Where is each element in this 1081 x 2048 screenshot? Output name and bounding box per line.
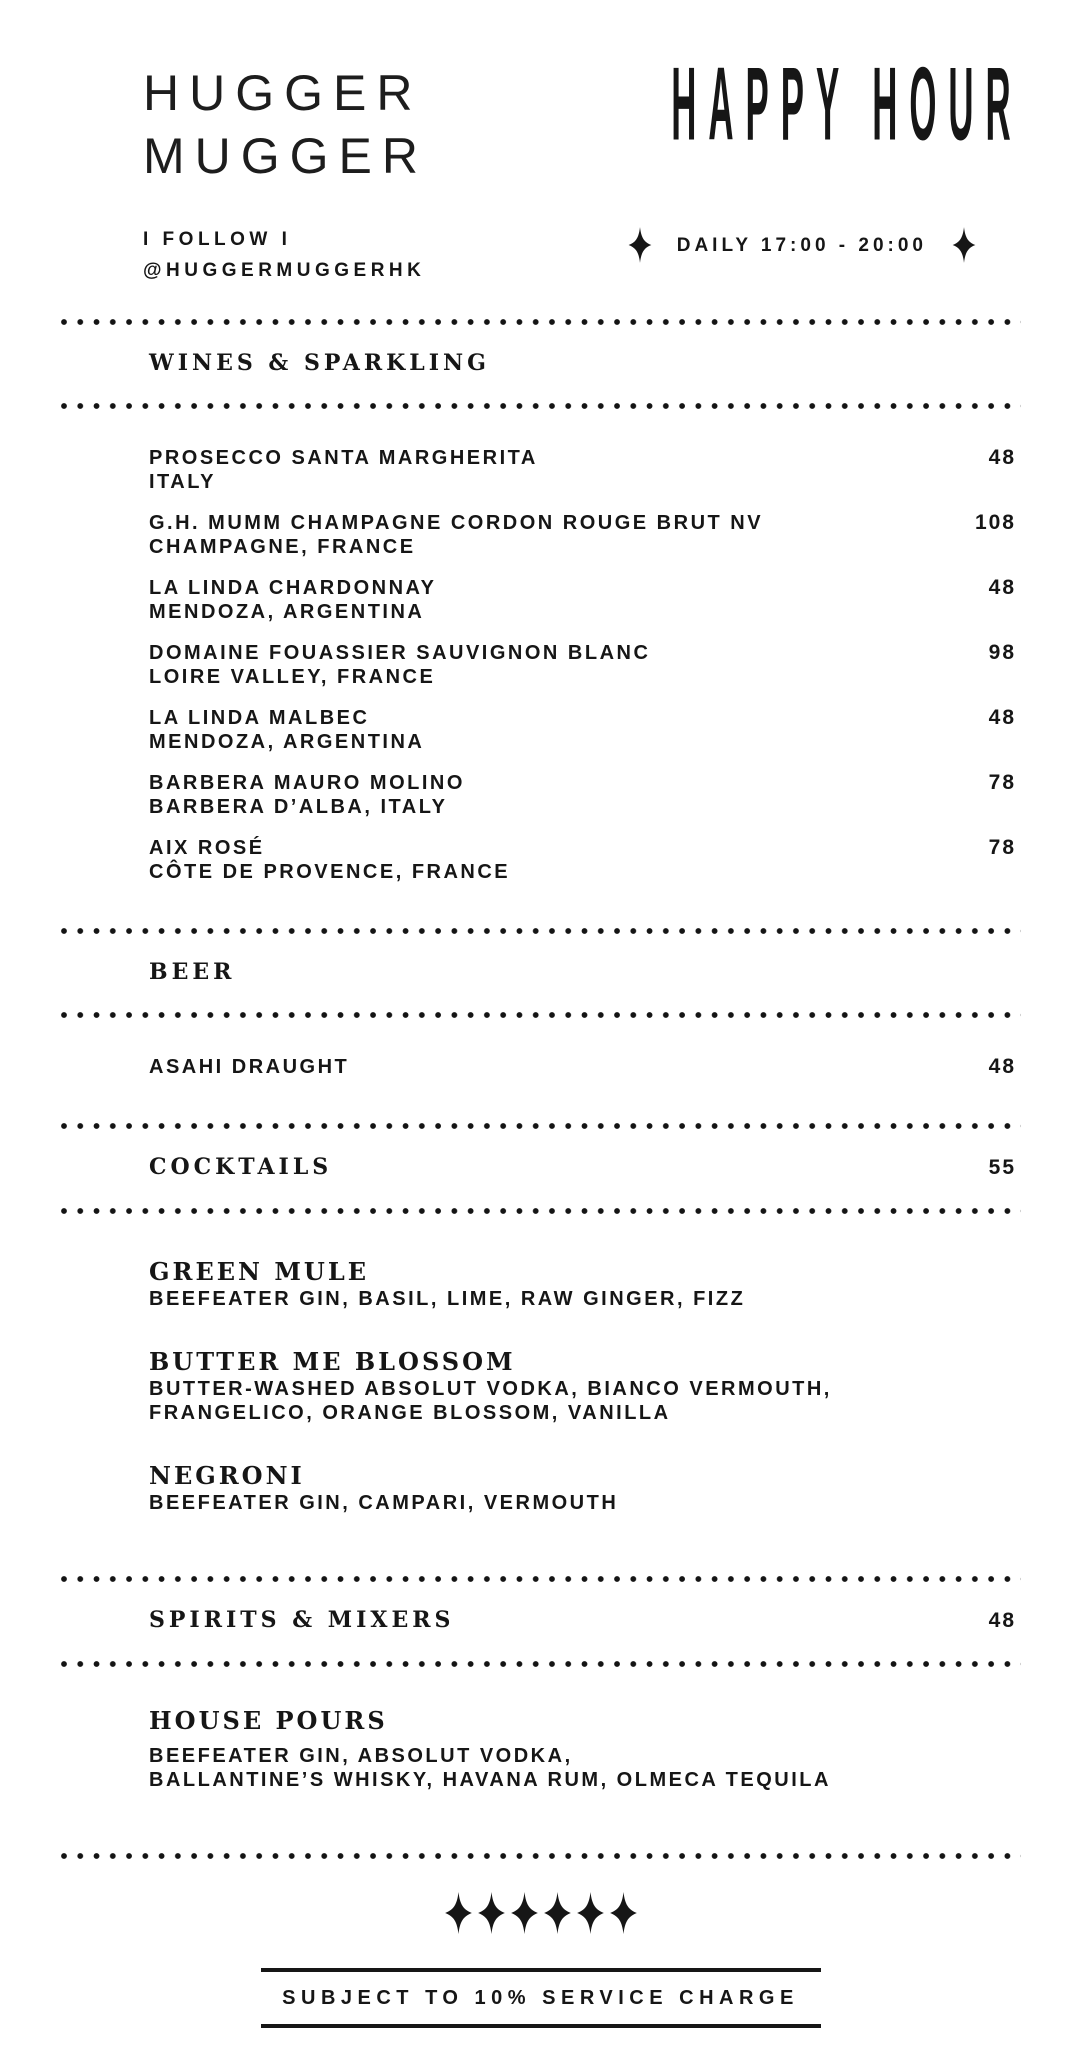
item-origin: CHAMPAGNE, FRANCE bbox=[149, 536, 416, 558]
section-header-cocktails bbox=[149, 1154, 1016, 1181]
item-price: 108 bbox=[974, 511, 1016, 534]
page-title bbox=[437, 44, 1023, 163]
menu-item bbox=[149, 706, 1016, 754]
sparkle-icon bbox=[608, 1892, 639, 1934]
item-price: 48 bbox=[988, 446, 1016, 469]
sparkle-icon bbox=[443, 1892, 474, 1934]
social-block bbox=[143, 224, 425, 286]
service-charge-text: SUBJECT TO 10% SERVICE CHARGE bbox=[282, 1987, 799, 2009]
item-price: 78 bbox=[988, 836, 1016, 859]
section-header-spirits bbox=[149, 1607, 1016, 1634]
page-title-text: HAPPY HOUR bbox=[671, 45, 1023, 163]
item-name: LA LINDA CHARDONNAY bbox=[149, 577, 437, 599]
item-name: LA LINDA MALBEC bbox=[149, 707, 370, 729]
item-description: BUTTER-WASHED ABSOLUT VODKA, BIANCO VERMOUTH, bbox=[149, 1378, 832, 1400]
dotted-divider bbox=[60, 318, 1021, 326]
menu-item bbox=[149, 641, 1016, 689]
sparkle-icon bbox=[542, 1892, 573, 1934]
brand-logo-line2: MUGGER bbox=[143, 128, 428, 184]
menu-item bbox=[149, 576, 1016, 624]
item-origin: ITALY bbox=[149, 471, 216, 493]
wine-list bbox=[0, 410, 1081, 927]
service-charge-note bbox=[261, 1968, 821, 2028]
brand-logo-line1: HUGGER bbox=[143, 65, 423, 121]
item-name: BARBERA MAURO MOLINO bbox=[149, 772, 465, 794]
sparkle-icon bbox=[575, 1892, 606, 1934]
section-price: 48 bbox=[988, 1609, 1016, 1632]
sparkle-icon bbox=[476, 1892, 507, 1934]
menu-item bbox=[149, 1347, 1016, 1425]
item-origin: BARBERA D’ALBA, ITALY bbox=[149, 796, 448, 818]
sparkle-icon bbox=[951, 226, 977, 264]
item-name: DOMAINE FOUASSIER SAUVIGNON BLANC bbox=[149, 642, 651, 664]
item-description: FRANGELICO, ORANGE BLOSSOM, VANILLA bbox=[149, 1402, 671, 1424]
sparkle-icon bbox=[509, 1892, 540, 1934]
beer-list bbox=[0, 1019, 1081, 1122]
instagram-handle: @HUGGERMUGGERHK bbox=[143, 260, 426, 281]
brand-logo bbox=[143, 62, 428, 188]
cocktail-list bbox=[0, 1215, 1081, 1575]
item-description: BEEFEATER GIN, ABSOLUT VODKA, bbox=[149, 1745, 573, 1767]
dotted-divider bbox=[60, 1660, 1021, 1668]
item-name: G.H. MUMM CHAMPAGNE CORDON ROUGE BRUT NV bbox=[149, 512, 764, 534]
section-title: WINES & SPARKLING bbox=[149, 350, 490, 376]
menu-item bbox=[149, 1257, 1016, 1311]
item-origin: CÔTE DE PROVENCE, FRANCE bbox=[149, 861, 511, 883]
section-title: COCKTAILS bbox=[149, 1154, 333, 1180]
item-name: HOUSE POURS bbox=[149, 1706, 388, 1735]
schedule-row bbox=[627, 226, 977, 264]
menu-item bbox=[149, 1461, 1016, 1515]
menu-item bbox=[149, 1706, 1016, 1792]
schedule-text: DAILY 17:00 - 20:00 bbox=[676, 235, 927, 256]
dotted-divider bbox=[60, 1575, 1021, 1583]
item-name: NEGRONI bbox=[149, 1461, 305, 1490]
dotted-divider bbox=[60, 1011, 1021, 1019]
spirits-list bbox=[0, 1668, 1081, 1852]
sparkle-divider-top bbox=[0, 1892, 1081, 1934]
item-name: AIX ROSÉ bbox=[149, 837, 265, 859]
social-follow-label: I FOLLOW I bbox=[143, 229, 292, 250]
dotted-divider bbox=[60, 1852, 1021, 1860]
menu-header bbox=[0, 0, 1081, 318]
item-description: BEEFEATER GIN, CAMPARI, VERMOUTH bbox=[149, 1492, 619, 1514]
item-price: 78 bbox=[988, 771, 1016, 794]
dotted-divider bbox=[60, 402, 1021, 410]
item-origin: MENDOZA, ARGENTINA bbox=[149, 731, 425, 753]
item-price: 98 bbox=[988, 641, 1016, 664]
dotted-divider bbox=[60, 1207, 1021, 1215]
item-price: 48 bbox=[988, 576, 1016, 599]
item-origin: LOIRE VALLEY, FRANCE bbox=[149, 666, 436, 688]
item-description: BALLANTINE’S WHISKY, HAVANA RUM, OLMECA TEQUILA bbox=[149, 1769, 831, 1791]
menu-item bbox=[149, 771, 1016, 819]
item-price: 48 bbox=[988, 1055, 1016, 1078]
item-description: BEEFEATER GIN, BASIL, LIME, RAW GINGER, FIZZ bbox=[149, 1288, 746, 1310]
item-price: 48 bbox=[988, 706, 1016, 729]
section-header-wines bbox=[149, 350, 1016, 376]
menu-item bbox=[149, 511, 1016, 559]
dotted-divider bbox=[60, 1122, 1021, 1130]
menu-item bbox=[149, 446, 1016, 494]
menu-item bbox=[149, 836, 1016, 884]
section-price: 55 bbox=[988, 1156, 1016, 1179]
item-name: ASAHI DRAUGHT bbox=[149, 1056, 350, 1078]
section-header-beer bbox=[149, 959, 1016, 985]
item-name: GREEN MULE bbox=[149, 1257, 369, 1286]
section-title: SPIRITS & MIXERS bbox=[149, 1607, 455, 1633]
dotted-divider bbox=[60, 927, 1021, 935]
menu-item bbox=[149, 1055, 1016, 1079]
item-name: BUTTER ME BLOSSOM bbox=[149, 1347, 516, 1376]
item-name: PROSECCO SANTA MARGHERITA bbox=[149, 447, 538, 469]
section-title: BEER bbox=[149, 959, 236, 985]
sparkle-icon bbox=[627, 226, 653, 264]
item-origin: MENDOZA, ARGENTINA bbox=[149, 601, 425, 623]
